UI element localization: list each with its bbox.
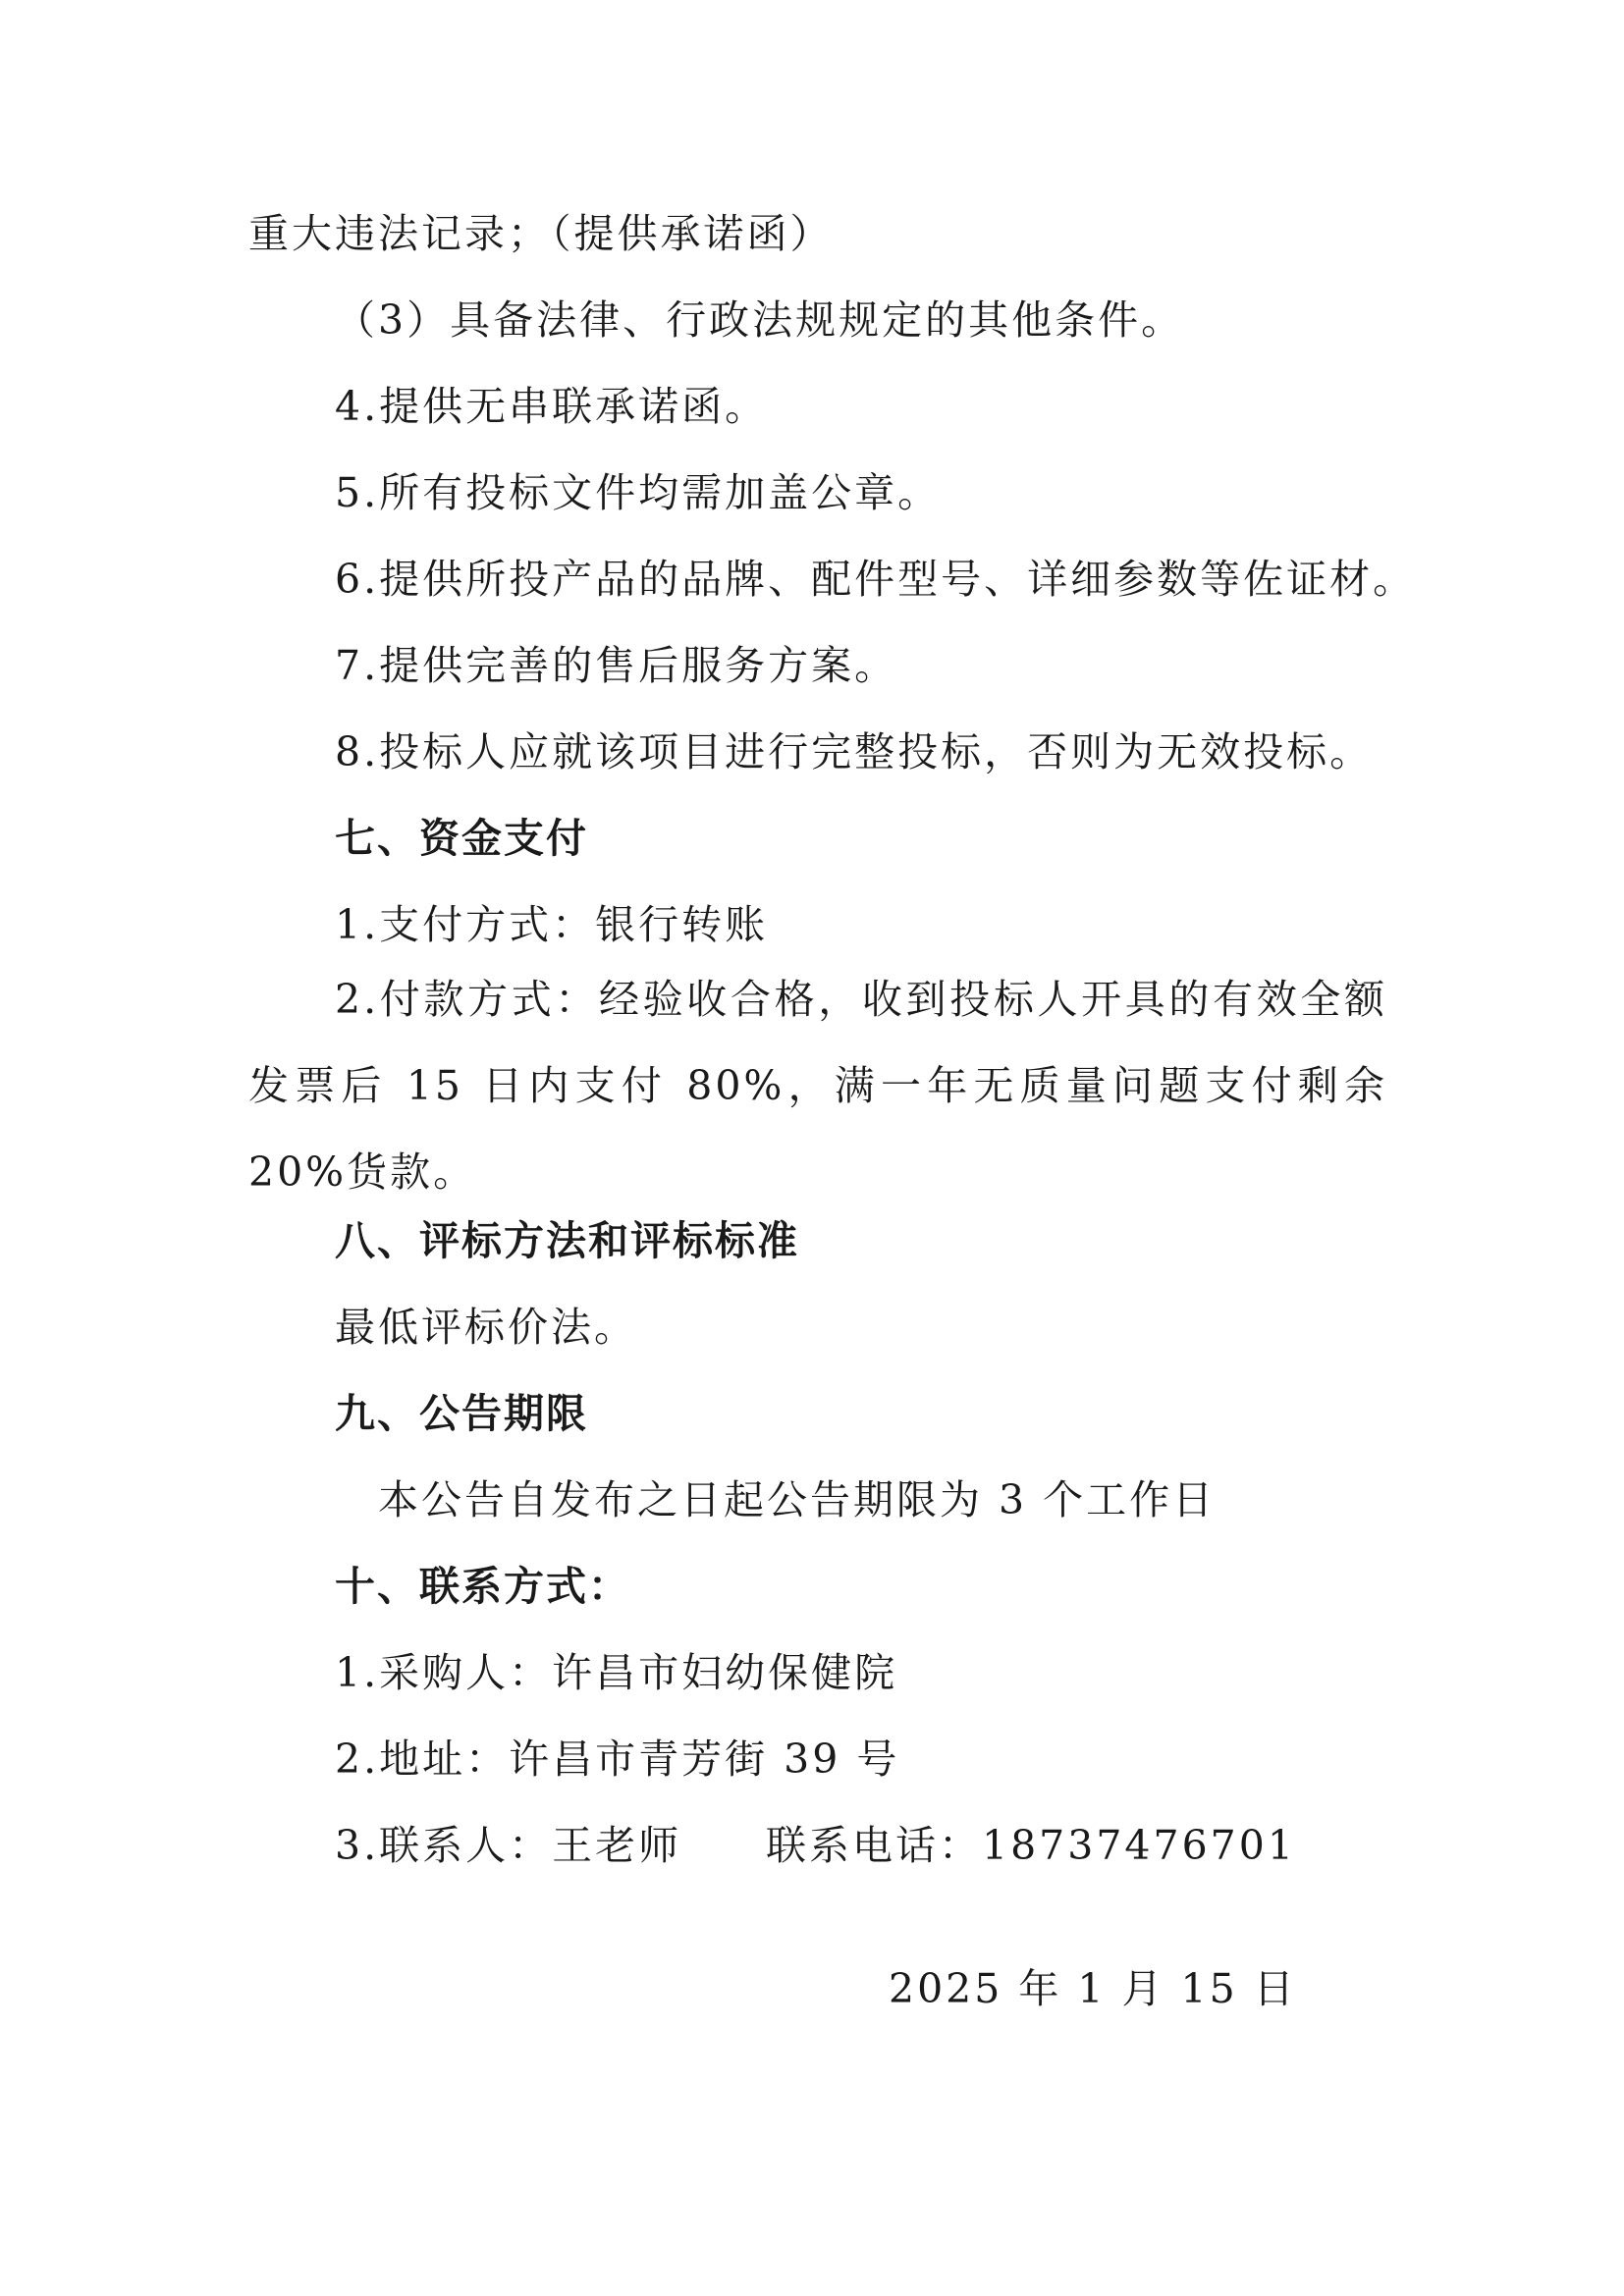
evaluation-method: 最低评标价法。 xyxy=(335,1304,637,1351)
address: 2.地址：许昌市青芳街 39 号 xyxy=(335,1735,900,1783)
contact-person: 3.联系人：王老师 xyxy=(335,1822,682,1869)
section-heading-contact: 十、联系方式： xyxy=(335,1563,630,1610)
payment-method: 1.支付方式：银行转账 xyxy=(335,901,769,948)
section-heading-evaluation: 八、评标方法和评标标准 xyxy=(335,1217,799,1264)
text-line: （3）具备法律、行政法规规定的其他条件。 xyxy=(335,296,1185,344)
document-date: 2025 年 1 月 15 日 xyxy=(889,1965,1297,2012)
text-line: 4.提供无串联承诺函。 xyxy=(335,383,769,430)
section-heading-period: 九、公告期限 xyxy=(335,1390,588,1437)
purchaser: 1.采购人：许昌市妇幼保健院 xyxy=(335,1649,898,1696)
text-line: 7.提供完善的售后服务方案。 xyxy=(335,642,898,689)
text-line: 5.所有投标文件均需加盖公章。 xyxy=(335,469,942,516)
text-line: 8.投标人应就该项目进行完整投标，否则为无效投标。 xyxy=(335,728,1374,775)
text-line: 6.提供所投产品的品牌、配件型号、详细参数等佐证材。 xyxy=(335,556,1417,603)
announcement-period: 本公告自发布之日起公告期限为 3 个工作日 xyxy=(378,1476,1217,1523)
text-line: 重大违法记录；（提供承诺函） xyxy=(248,210,834,257)
section-heading-payment: 七、资金支付 xyxy=(335,815,588,862)
payment-terms: 2.付款方式：经验收合格，收到投标人开具的有效全额发票后 15 日内支付 80%，满一年无质量问题支付剩余 20%货款。 xyxy=(248,976,1387,1196)
contact-phone: 联系电话：18737476701 xyxy=(766,1822,1296,1869)
